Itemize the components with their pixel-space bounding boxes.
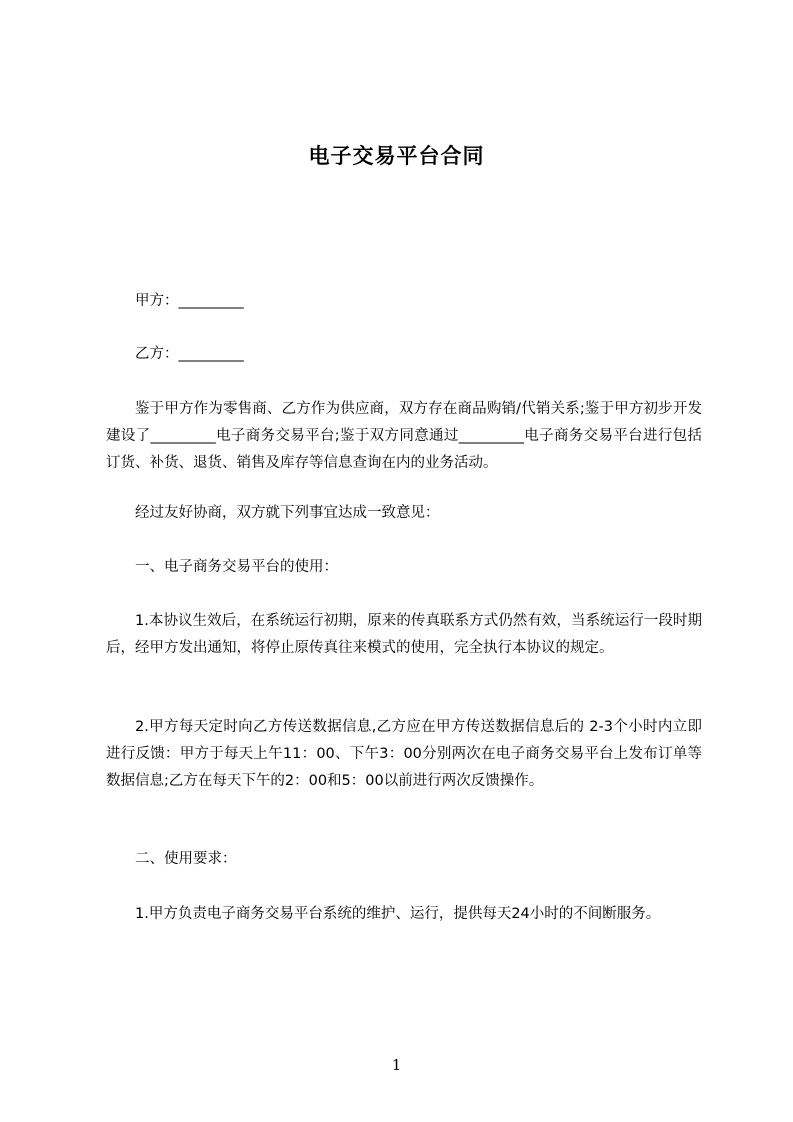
section-1-item-1: 1.本协议生效后，在系统运行初期，原来的传真联系方式仍然有效，当系统运行一段时期后，经甲方发出通知，将停止原传真往来模式的使用，完全执行本协议的规定。 bbox=[106, 613, 702, 656]
section-1-item-2: 2.甲方每天定时向乙方传送数据信息,乙方应在甲方传送数据信息后的 2-3个小时内立即进行反馈：甲方于每天上午11：00、下午3：00分别两次在电子商务交易平台上发布订单等数据信息;乙方在每天下午的2：00和5：00以前进行两次反馈操作。 bbox=[106, 719, 702, 789]
preamble-paragraph: 鉴于甲方作为零售商、乙方作为供应商，双方存在商品购销/代销关系;鉴于甲方初步开发建设了_________电子商务交易平台;鉴于双方同意通过_________电子商务交易平台进行包括订货、补货、退货、销售及库存等信息查询在内的业务活动。 bbox=[106, 401, 702, 471]
agreement-intro: 经过友好协商，双方就下列事宜达成一致意见： bbox=[135, 505, 440, 521]
section-1-heading: 一、电子商务交易平台的使用： bbox=[135, 559, 338, 575]
section-2-item-1: 1.甲方负责电子商务交易平台系统的维护、运行，提供每天24小时的不间断服务。 bbox=[135, 906, 661, 922]
section-2-heading: 二、使用要求： bbox=[135, 851, 237, 867]
page-title: 电子交易平台合同 bbox=[308, 144, 485, 168]
page-number: 1 bbox=[391, 1056, 402, 1074]
party-a-line: 甲方：_________ bbox=[135, 293, 244, 309]
party-b-line: 乙方：_________ bbox=[135, 346, 244, 362]
